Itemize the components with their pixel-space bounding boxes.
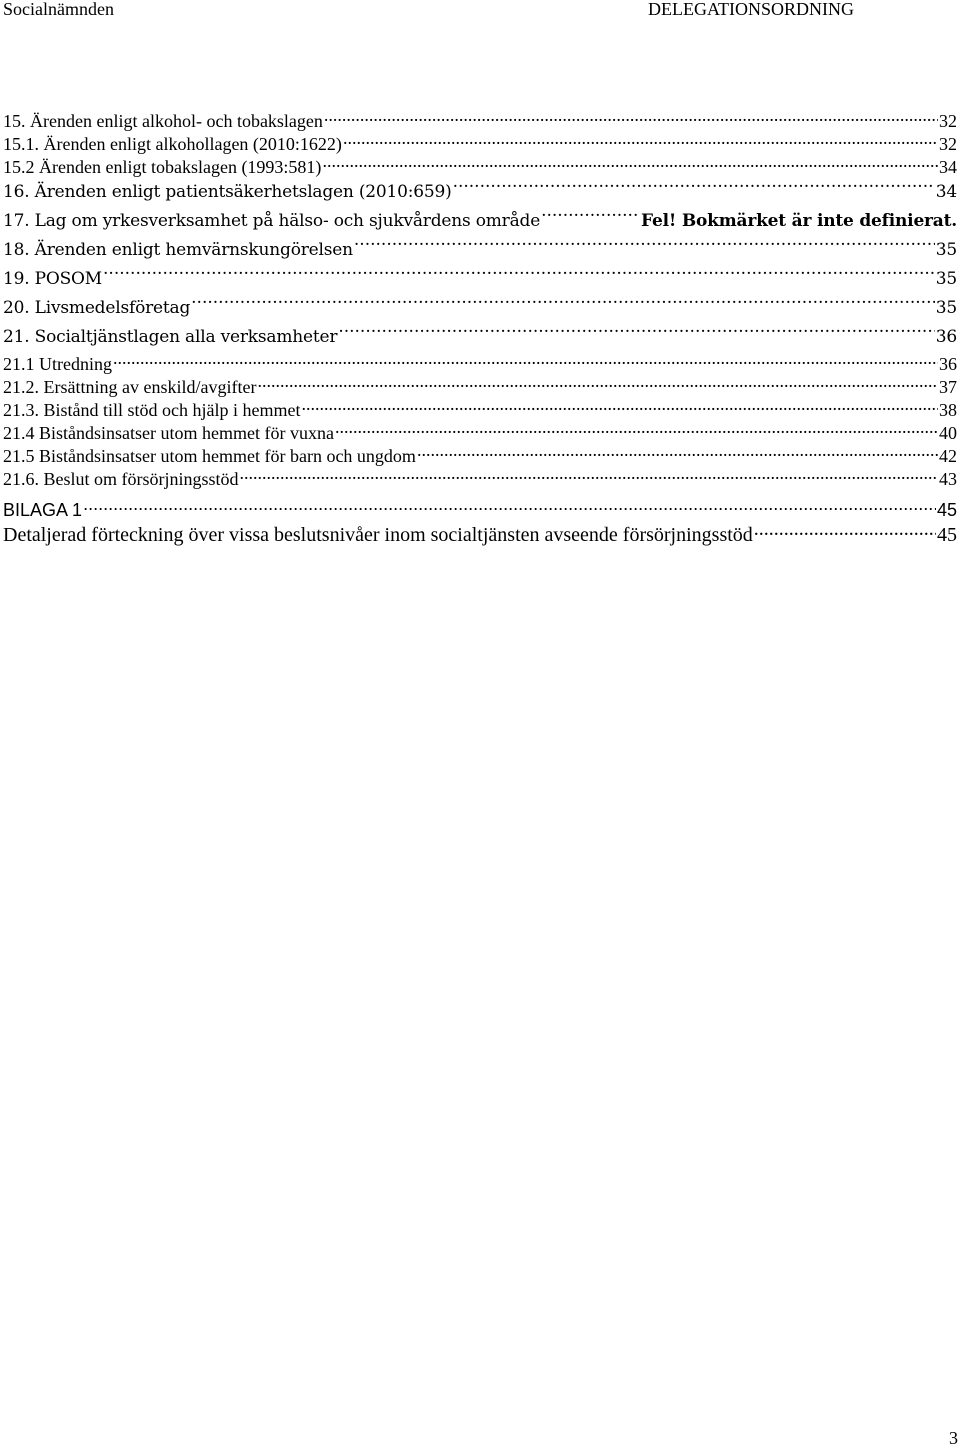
toc-entry-title: 21.1 Utredning: [3, 354, 112, 374]
toc-entry-title: 20. Livsmedelsföretag: [3, 298, 191, 318]
toc-entry[interactable]: [3, 207, 960, 236]
toc-entry-page: 34: [935, 182, 957, 202]
toc-entry-title: 18. Ärenden enligt hemvärnskungörelsen: [3, 240, 353, 260]
toc-entry[interactable]: [3, 236, 960, 265]
toc-dot-leader: [453, 180, 935, 197]
toc-entry-page: 43: [939, 469, 957, 489]
toc-entry[interactable]: [3, 467, 960, 490]
toc-entry[interactable]: [3, 155, 960, 178]
toc-dot-leader: [541, 209, 640, 226]
page-number: 3: [949, 1428, 958, 1448]
toc-entry[interactable]: [3, 375, 960, 398]
toc-dot-leader: [257, 375, 938, 393]
toc-entry-title: 21.4 Biståndsinsatser utom hemmet för vuxna: [3, 423, 334, 443]
toc-dot-leader: [338, 325, 934, 342]
toc-entry-title: 15.2 Ärenden enligt tobakslagen (1993:581): [3, 157, 322, 177]
toc-entry[interactable]: [3, 444, 960, 467]
toc-entry[interactable]: [3, 323, 960, 352]
toc-entry-page: 35: [935, 240, 957, 260]
toc-entry-title: 21.6. Beslut om försörjningsstöd: [3, 469, 239, 489]
table-of-contents: [3, 109, 960, 544]
toc-entry-page: 42: [939, 446, 957, 466]
toc-dot-leader: [322, 155, 938, 173]
header-department: Socialnämnden: [3, 0, 114, 19]
toc-dot-leader: [301, 398, 938, 416]
toc-entry-title: 21.5 Biståndsinsatser utom hemmet för barn och ungdom: [3, 446, 416, 466]
toc-entry[interactable]: [3, 178, 960, 207]
toc-entry-title: 21.3. Bistånd till stöd och hjälp i hemmet: [3, 400, 301, 420]
toc-entry[interactable]: [3, 352, 960, 375]
toc-entry[interactable]: [3, 421, 960, 444]
toc-dot-leader: [335, 421, 938, 439]
toc-entry[interactable]: [3, 109, 960, 132]
toc-dot-leader: [354, 238, 935, 255]
toc-entry[interactable]: [3, 521, 960, 544]
toc-entry-page: 45: [936, 500, 957, 520]
toc-dot-leader: [103, 267, 935, 284]
toc-dot-leader: [324, 109, 938, 127]
toc-entry-title: Detaljerad förteckning över vissa beslutsnivåer inom socialtjänsten avseende försörjningsstöd: [3, 524, 753, 546]
toc-entry[interactable]: [3, 498, 960, 521]
toc-entry[interactable]: [3, 132, 960, 155]
toc-entry-page: 37: [939, 377, 957, 397]
toc-entry-title: 15. Ärenden enligt alkohol- och tobakslagen: [3, 111, 323, 131]
header-document-title: DELEGATIONSORDNING: [648, 0, 854, 19]
toc-entry[interactable]: [3, 294, 960, 323]
toc-entry-title: 21.2. Ersättning av enskild/avgifter: [3, 377, 257, 397]
toc-dot-leader: [113, 352, 938, 370]
toc-dot-leader: [417, 444, 938, 462]
toc-dot-leader: [240, 467, 938, 485]
toc-entry-error: Fel! Bokmärket är inte definierat.: [641, 211, 957, 231]
toc-entry-title: 19. POSOM: [3, 269, 103, 289]
toc-entry-title: 21. Socialtjänstlagen alla verksamheter: [3, 327, 338, 347]
toc-entry-title: BILAGA 1: [3, 500, 83, 520]
toc-dot-leader: [754, 521, 936, 541]
toc-gap: [3, 490, 960, 498]
toc-entry-page: 34: [939, 157, 957, 177]
toc-entry[interactable]: [3, 265, 960, 294]
toc-entry-title: 17. Lag om yrkesverksamhet på hälso- och sjukvårdens område: [3, 211, 541, 231]
toc-entry-page: 38: [939, 400, 957, 420]
toc-dot-leader: [83, 498, 936, 516]
toc-entry[interactable]: [3, 398, 960, 421]
toc-entry-page: 40: [939, 423, 957, 443]
toc-entry-page: 35: [935, 269, 957, 289]
toc-dot-leader: [191, 296, 935, 313]
toc-entry-page: 36: [935, 327, 957, 347]
toc-entry-title: 16. Ärenden enligt patientsäkerhetslagen (2010:659): [3, 182, 452, 202]
toc-entry-page: 32: [939, 134, 957, 154]
toc-entry-page: 32: [939, 111, 957, 131]
page-header: [0, 0, 960, 24]
toc-entry-page: 45: [937, 524, 957, 546]
toc-entry-page: 35: [935, 298, 957, 318]
toc-entry-page: 36: [939, 354, 957, 374]
toc-dot-leader: [343, 132, 938, 150]
toc-entry-title: 15.1. Ärenden enligt alkohollagen (2010:1622): [3, 134, 342, 154]
